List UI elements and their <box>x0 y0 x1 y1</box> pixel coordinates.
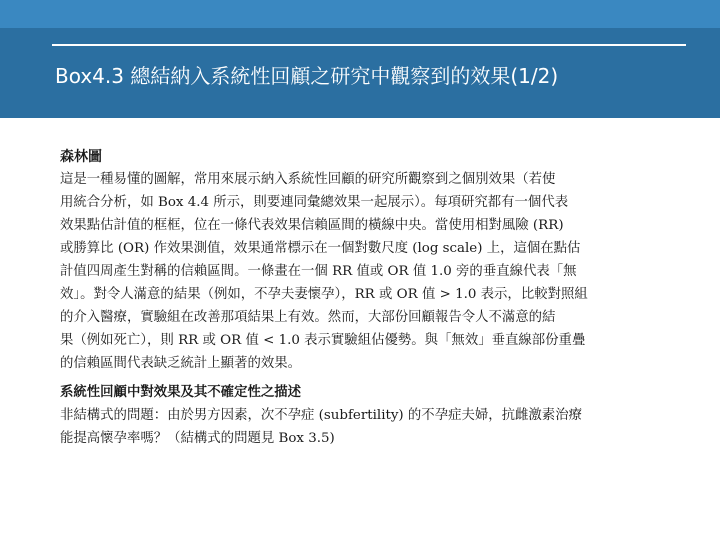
paragraph-line: 果（例如死亡），則 RR 或 OR 值 < 1.0 表示實驗組佔優勢。與「無效」垂直線部份重疊 <box>60 333 586 348</box>
paragraph-line: 這是一種易懂的圖解，常用來展示納入系統性回顧的研究所觀察到之個別效果（若使 <box>60 172 556 187</box>
paragraph-line: 計值四周產生對稱的信賴區間。一條畫在一個 RR 值或 OR 值 1.0 旁的垂直線代表「無 <box>60 264 577 279</box>
question-line: 能提高懷孕率嗎？（結構式的問題見 Box 3.5) <box>60 431 335 446</box>
paragraph-line: 用統合分析，如 Box 4.4 所示，則要連同彙總效果一起展示）。每項研究都有一個代表 <box>60 195 569 210</box>
paragraph-line: 或勝算比 (OR) 作效果測值，效果通常標示在一個對數尺度 (log scale) 上，這個在點估 <box>60 241 581 256</box>
title-bar <box>0 28 720 118</box>
question-line: 非結構式的問題：由於男方因素，次不孕症 (subfertility) 的不孕症夫婦，抗雌激素治療 <box>60 408 582 423</box>
paragraph-line: 的信賴區間代表缺乏統計上顯著的效果。 <box>60 356 302 371</box>
section-heading: 森林圖 <box>60 149 102 165</box>
header-top-strip <box>0 0 720 28</box>
title-divider <box>52 44 686 46</box>
book-excerpt <box>60 146 670 450</box>
paragraph-line: 效」。對令人滿意的結果（例如，不孕夫妻懷孕），RR 或 OR 值 > 1.0 表示，比較對照組 <box>60 287 588 302</box>
subsection-heading: 系統性回顧中對效果及其不確定性之描述 <box>60 384 302 400</box>
slide-title: Box4.3 總結納入系統性回顧之研究中觀察到的效果(1/2) <box>55 64 559 88</box>
paragraph-line: 效果點估計值的框框，位在一條代表效果信賴區間的橫線中央。當使用相對風險 (RR) <box>60 218 564 233</box>
paragraph-line: 的介入醫療，實驗組在改善那項結果上有效。然而，大部份回顧報告令人不滿意的結 <box>60 310 556 325</box>
